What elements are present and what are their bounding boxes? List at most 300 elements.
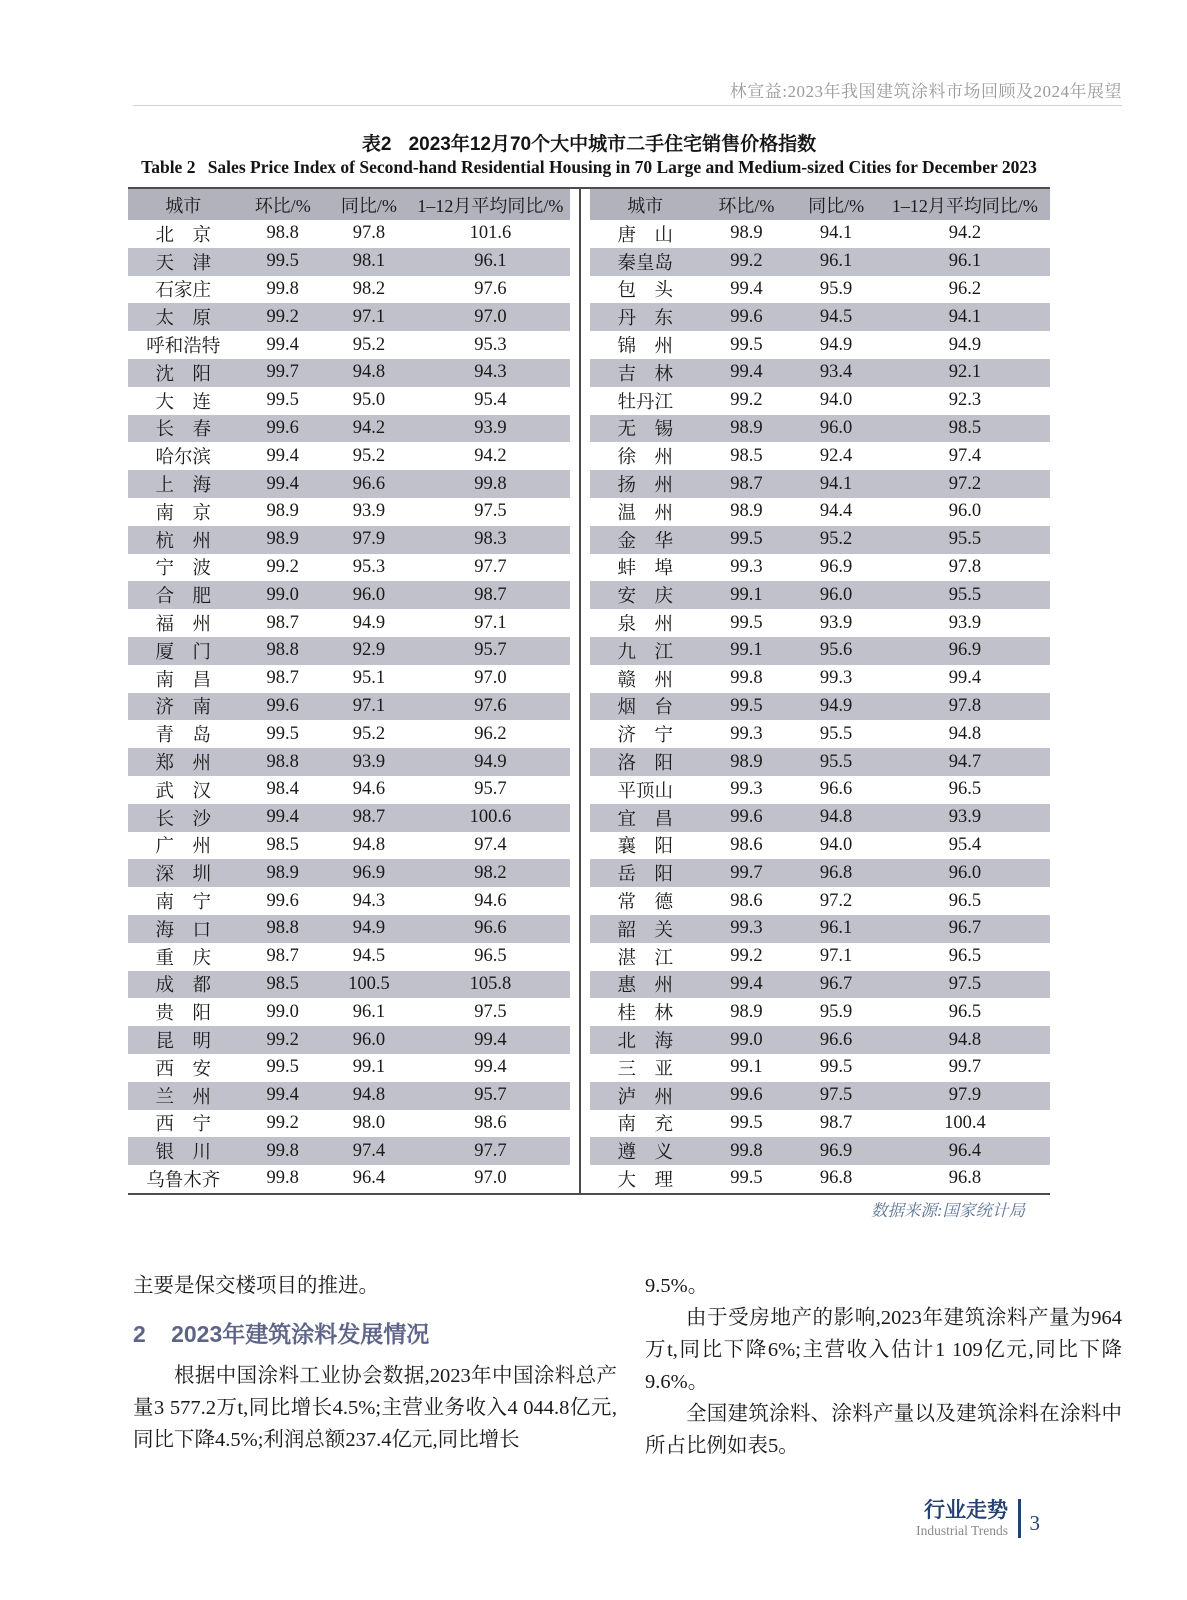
footer-section-zh: 行业走势: [924, 1499, 1008, 1522]
value-cell: 99.1: [730, 1057, 763, 1078]
city-cell: 重 庆: [155, 948, 211, 969]
value-cell: 95.5: [948, 584, 982, 605]
table-caption-zh-title: 2023年12月70个大中城市二手住宅销售价格指数: [408, 134, 817, 155]
value-cell: 94.2: [352, 417, 386, 438]
value-cell: 99.8: [474, 473, 507, 494]
value-cell: 98.8: [266, 918, 299, 939]
table-row: [128, 387, 570, 415]
city-cell: 南 宁: [155, 893, 211, 914]
city-cell: 湛 江: [617, 948, 673, 969]
value-cell: 94.9: [474, 751, 507, 772]
value-cell: 93.9: [948, 612, 982, 633]
footer-divider-bar: [1018, 1499, 1021, 1538]
value-cell: 99.5: [730, 1168, 763, 1189]
value-cell: 99.7: [948, 1057, 982, 1078]
city-cell: 哈尔滨: [155, 448, 211, 469]
table-row: [590, 498, 1050, 526]
value-cell: 98.7: [266, 612, 299, 633]
table-row: [128, 359, 570, 387]
city-cell: 牡丹江: [617, 392, 673, 413]
value-cell: 97.0: [474, 668, 507, 689]
city-cell: 赣 州: [617, 670, 673, 691]
table-row: [590, 387, 1050, 415]
value-cell: 97.1: [474, 612, 507, 633]
value-cell: 96.1: [819, 251, 853, 272]
city-cell: 秦皇岛: [617, 253, 673, 274]
city-cell: 上 海: [155, 476, 211, 497]
value-cell: 99.7: [730, 862, 763, 883]
table-row: [590, 526, 1050, 554]
city-cell: 烟 台: [617, 698, 673, 719]
value-cell: 99.1: [730, 584, 763, 605]
value-cell: 99.6: [730, 1085, 763, 1106]
table-row: [128, 498, 570, 526]
city-cell: 温 州: [617, 503, 673, 524]
city-cell: 惠 州: [617, 976, 673, 997]
city-cell: 郑 州: [155, 754, 211, 775]
table-right-half: [590, 189, 1050, 1193]
value-cell: 101.6: [469, 223, 512, 244]
value-cell: 94.9: [819, 695, 853, 716]
value-cell: 94.3: [474, 362, 507, 383]
value-cell: 99.6: [730, 807, 763, 828]
value-cell: 98.9: [266, 862, 299, 883]
value-cell: 95.4: [948, 834, 982, 855]
city-cell: 南 昌: [155, 670, 211, 691]
city-cell: 无 锡: [617, 420, 673, 441]
value-cell: 99.3: [730, 918, 763, 939]
city-cell: 丹 东: [617, 309, 673, 330]
table-row: [128, 581, 570, 609]
column-header-avg: 1–12月平均同比/%: [411, 189, 570, 220]
value-cell: 98.5: [730, 445, 763, 466]
table-row: [590, 998, 1050, 1026]
value-cell: 94.9: [352, 612, 386, 633]
city-cell: 武 汉: [155, 781, 211, 802]
value-cell: 96.8: [948, 1168, 982, 1189]
value-cell: 95.2: [352, 334, 386, 355]
section-number: 2: [133, 1321, 146, 1347]
table-caption-en-label: Table 2: [141, 157, 196, 177]
table-row: [128, 693, 570, 721]
value-cell: 98.7: [474, 584, 507, 605]
table-row: [128, 943, 570, 971]
city-cell: 大 理: [617, 1170, 673, 1191]
table-row: [590, 1110, 1050, 1138]
city-cell: 三 亚: [617, 1059, 673, 1080]
table-row: [128, 665, 570, 693]
value-cell: 96.5: [474, 946, 507, 967]
table-row: [590, 971, 1050, 999]
value-cell: 95.2: [352, 723, 386, 744]
value-cell: 94.8: [948, 723, 982, 744]
table-row: [590, 915, 1050, 943]
value-cell: 94.8: [819, 807, 853, 828]
value-cell: 96.1: [352, 1001, 386, 1022]
value-cell: 92.4: [819, 445, 853, 466]
table-row: [128, 1110, 570, 1138]
city-cell: 包 头: [617, 281, 673, 302]
value-cell: 99.4: [266, 807, 299, 828]
city-cell: 大 连: [155, 392, 211, 413]
value-cell: 94.6: [474, 890, 507, 911]
table-row: [590, 554, 1050, 582]
table-row: [128, 915, 570, 943]
city-cell: 青 岛: [155, 726, 211, 747]
value-cell: 94.9: [948, 334, 982, 355]
column-header-avg: 1–12月平均同比/%: [880, 189, 1050, 220]
value-cell: 95.7: [474, 640, 507, 661]
value-cell: 97.0: [474, 1168, 507, 1189]
value-cell: 96.2: [948, 278, 982, 299]
value-cell: 99.2: [730, 251, 763, 272]
table-row: [590, 331, 1050, 359]
value-cell: 99.6: [266, 417, 299, 438]
value-cell: 97.0: [474, 306, 507, 327]
value-cell: 99.5: [730, 612, 763, 633]
city-cell: 济 南: [155, 698, 211, 719]
table-row: [590, 887, 1050, 915]
city-cell: 太 原: [155, 309, 211, 330]
value-cell: 99.8: [730, 668, 763, 689]
paragraph: 由于受房地产的影响,2023年建筑涂料产量为964万t,同比下降6%;主营收入估计1 109亿元,同比下降9.6%。: [645, 1307, 1122, 1393]
table-row: [128, 526, 570, 554]
value-cell: 96.0: [948, 501, 982, 522]
table-row: [128, 637, 570, 665]
value-cell: 105.8: [469, 973, 512, 994]
table-row: [590, 1165, 1050, 1193]
value-cell: 95.5: [819, 751, 853, 772]
value-cell: 95.1: [352, 668, 386, 689]
table-row: [590, 1082, 1050, 1110]
table-row: [128, 331, 570, 359]
column-header-city: 城市: [128, 189, 239, 220]
value-cell: 96.1: [474, 251, 507, 272]
value-cell: 94.6: [352, 779, 386, 800]
page-number: 3: [1029, 1511, 1040, 1535]
value-cell: 97.2: [948, 473, 982, 494]
city-cell: 桂 林: [617, 1004, 673, 1025]
value-cell: 98.9: [266, 501, 299, 522]
value-cell: 95.9: [819, 278, 853, 299]
value-cell: 94.5: [819, 306, 853, 327]
value-cell: 96.4: [948, 1140, 982, 1161]
table-row: [128, 303, 570, 331]
city-cell: 济 宁: [617, 726, 673, 747]
value-cell: 95.5: [948, 529, 982, 550]
city-cell: 成 都: [155, 976, 211, 997]
value-cell: 95.3: [474, 334, 507, 355]
value-cell: 96.8: [819, 862, 853, 883]
table-row: [590, 1137, 1050, 1165]
table-row: [128, 1054, 570, 1082]
table-row: [590, 248, 1050, 276]
city-cell: 安 庆: [617, 587, 673, 608]
city-cell: 遵 义: [617, 1143, 673, 1164]
value-cell: 99.4: [948, 668, 982, 689]
value-cell: 97.7: [474, 556, 507, 577]
value-cell: 98.6: [730, 890, 763, 911]
price-index-table: [128, 187, 1050, 1195]
city-cell: 西 安: [155, 1059, 211, 1080]
city-cell: 石家庄: [155, 281, 211, 302]
value-cell: 95.9: [819, 1001, 853, 1022]
table-row: [128, 1165, 570, 1193]
value-cell: 99.8: [266, 278, 299, 299]
value-cell: 96.5: [948, 1001, 982, 1022]
value-cell: 96.5: [948, 779, 982, 800]
value-cell: 94.4: [819, 501, 853, 522]
value-cell: 99.5: [266, 1057, 299, 1078]
city-cell: 兰 州: [155, 1087, 211, 1108]
value-cell: 99.5: [730, 1112, 763, 1133]
value-cell: 95.4: [474, 390, 507, 411]
value-cell: 96.1: [819, 918, 853, 939]
paragraph: 根据中国涂料工业协会数据,2023年中国涂料总产量3 577.2万t,同比增长4.5%;主营业务收入4 044.8亿元,同比下降4.5%;利润总额237.4亿元,同比增长: [133, 1365, 617, 1451]
table-row: [128, 887, 570, 915]
value-cell: 98.6: [730, 834, 763, 855]
value-cell: 99.2: [266, 1112, 299, 1133]
city-cell: 北 京: [155, 225, 211, 246]
table-row: [128, 1082, 570, 1110]
table-row: [590, 303, 1050, 331]
city-cell: 襄 阳: [617, 837, 673, 858]
value-cell: 98.5: [266, 973, 299, 994]
table-row: [590, 359, 1050, 387]
value-cell: 99.6: [266, 890, 299, 911]
value-cell: 94.5: [352, 946, 386, 967]
value-cell: 99.8: [266, 1168, 299, 1189]
table-row: [128, 554, 570, 582]
city-cell: 海 口: [155, 920, 211, 941]
body-column-left: [133, 1270, 617, 1456]
value-cell: 95.2: [819, 529, 853, 550]
footer-section-labels: [916, 1499, 1008, 1538]
column-header-yoy: 同比/%: [792, 189, 879, 220]
value-cell: 97.4: [352, 1140, 386, 1161]
value-cell: 97.5: [474, 1001, 507, 1022]
value-cell: 96.1: [948, 251, 982, 272]
value-cell: 99.4: [266, 1085, 299, 1106]
running-head-rule: [133, 105, 1122, 106]
value-cell: 99.0: [266, 584, 299, 605]
city-cell: 宁 波: [155, 559, 211, 580]
value-cell: 99.4: [730, 278, 763, 299]
value-cell: 95.0: [352, 390, 386, 411]
value-cell: 99.4: [266, 445, 299, 466]
city-cell: 蚌 埠: [617, 559, 673, 580]
table-row: [128, 859, 570, 887]
value-cell: 98.5: [266, 834, 299, 855]
column-header-city: 城市: [590, 189, 700, 220]
value-cell: 96.5: [948, 890, 982, 911]
city-cell: 沈 阳: [155, 364, 211, 385]
value-cell: 94.7: [948, 751, 982, 772]
city-cell: 合 肥: [155, 587, 211, 608]
value-cell: 95.3: [352, 556, 386, 577]
body-column-right: [645, 1270, 1122, 1462]
value-cell: 99.0: [730, 1029, 763, 1050]
value-cell: 96.4: [352, 1168, 386, 1189]
value-cell: 99.8: [266, 1140, 299, 1161]
value-cell: 93.9: [819, 612, 853, 633]
value-cell: 97.9: [948, 1085, 982, 1106]
city-cell: 泉 州: [617, 615, 673, 636]
value-cell: 99.2: [266, 306, 299, 327]
table-row: [128, 248, 570, 276]
value-cell: 98.9: [730, 501, 763, 522]
table-row: [128, 609, 570, 637]
table-row: [128, 415, 570, 443]
value-cell: 98.9: [730, 1001, 763, 1022]
table-row: [590, 1054, 1050, 1082]
value-cell: 97.4: [474, 834, 507, 855]
running-head: 林宣益:2023年我国建筑涂料市场回顾及2024年展望: [729, 82, 1122, 101]
city-cell: 韶 关: [617, 920, 673, 941]
paragraph: 全国建筑涂料、涂料产量以及建筑涂料在涂料中所占比例如表5。: [645, 1403, 1122, 1457]
table-row: [590, 665, 1050, 693]
value-cell: 95.6: [819, 640, 853, 661]
value-cell: 99.2: [730, 946, 763, 967]
table-row: [128, 470, 570, 498]
value-cell: 92.1: [948, 362, 982, 383]
table-row: [590, 470, 1050, 498]
column-header-yoy: 同比/%: [327, 189, 411, 220]
value-cell: 97.5: [948, 973, 982, 994]
value-cell: 98.9: [730, 417, 763, 438]
value-cell: 95.2: [352, 445, 386, 466]
value-cell: 96.6: [819, 1029, 853, 1050]
value-cell: 93.4: [819, 362, 853, 383]
value-cell: 98.6: [474, 1112, 507, 1133]
city-cell: 长 沙: [155, 809, 211, 830]
value-cell: 96.0: [819, 417, 853, 438]
table-row: [128, 220, 570, 248]
value-cell: 97.5: [819, 1085, 853, 1106]
value-cell: 94.9: [352, 918, 386, 939]
value-cell: 99.6: [730, 306, 763, 327]
value-cell: 97.8: [352, 223, 386, 244]
value-cell: 94.8: [352, 362, 386, 383]
value-cell: 93.9: [352, 501, 386, 522]
value-cell: 98.3: [474, 529, 507, 550]
city-cell: 北 海: [617, 1032, 673, 1052]
value-cell: 96.8: [819, 1168, 853, 1189]
value-cell: 96.9: [352, 862, 386, 883]
value-cell: 99.5: [730, 695, 763, 716]
value-cell: 94.1: [819, 473, 853, 494]
city-cell: 天 津: [155, 253, 211, 274]
table-row: [590, 609, 1050, 637]
table-column-divider: [570, 189, 590, 1193]
page-footer: [916, 1499, 1040, 1538]
table-row: [128, 276, 570, 304]
city-cell: 长 春: [155, 420, 211, 441]
table-row: [128, 776, 570, 804]
value-cell: 99.5: [266, 251, 299, 272]
city-cell: 徐 州: [617, 448, 673, 469]
table-header-row: [590, 189, 1050, 220]
value-cell: 94.9: [819, 334, 853, 355]
value-cell: 98.8: [266, 640, 299, 661]
city-cell: 平顶山: [617, 781, 673, 802]
value-cell: 97.1: [352, 695, 386, 716]
value-cell: 98.2: [352, 278, 386, 299]
value-cell: 99.5: [819, 1057, 853, 1078]
value-cell: 99.5: [730, 529, 763, 550]
value-cell: 97.5: [474, 501, 507, 522]
table-row: [128, 1137, 570, 1165]
value-cell: 94.0: [819, 834, 853, 855]
city-cell: 金 华: [617, 531, 673, 552]
table-row: [128, 998, 570, 1026]
city-cell: 唐 山: [617, 225, 673, 246]
city-cell: 乌鲁木齐: [146, 1170, 221, 1191]
value-cell: 99.3: [730, 779, 763, 800]
table-row: [590, 748, 1050, 776]
value-cell: 98.5: [948, 417, 982, 438]
city-cell: 银 川: [155, 1143, 211, 1164]
table-row: [590, 859, 1050, 887]
value-cell: 98.7: [266, 668, 299, 689]
table-row: [590, 415, 1050, 443]
value-cell: 97.9: [352, 529, 386, 550]
value-cell: 98.7: [352, 807, 386, 828]
value-cell: 97.7: [474, 1140, 507, 1161]
value-cell: 94.8: [352, 1085, 386, 1106]
value-cell: 99.1: [730, 640, 763, 661]
value-cell: 94.1: [948, 306, 982, 327]
city-cell: 锦 州: [617, 337, 673, 358]
value-cell: 98.8: [266, 223, 299, 244]
value-cell: 99.3: [819, 668, 853, 689]
table-row: [128, 804, 570, 832]
data-source-note: 数据来源:国家统计局: [871, 1201, 1025, 1220]
value-cell: 94.3: [352, 890, 386, 911]
column-header-mom: 环比/%: [700, 189, 792, 220]
table-row: [590, 832, 1050, 860]
table-row: [590, 581, 1050, 609]
paragraph: 主要是保交楼项目的推进。: [133, 1275, 379, 1297]
value-cell: 99.3: [730, 556, 763, 577]
city-cell: 杭 州: [155, 531, 211, 552]
table-header-row: [128, 189, 570, 220]
city-cell: 广 州: [155, 837, 211, 858]
value-cell: 99.7: [266, 362, 299, 383]
value-cell: 100.6: [469, 807, 512, 828]
value-cell: 94.2: [474, 445, 507, 466]
value-cell: 92.3: [948, 390, 982, 411]
table-left-half: [128, 189, 570, 1193]
value-cell: 94.8: [948, 1029, 982, 1050]
value-cell: 94.0: [819, 390, 853, 411]
table-row: [128, 720, 570, 748]
value-cell: 99.4: [730, 362, 763, 383]
table-caption-en: [110, 157, 1068, 178]
table-caption-en-title: Sales Price Index of Second-hand Residential Housing in 70 Large and Medium-sized Cities for December 2023: [207, 157, 1037, 177]
value-cell: 99.6: [266, 695, 299, 716]
value-cell: 98.2: [474, 862, 507, 883]
value-cell: 97.8: [948, 556, 982, 577]
column-header-mom: 环比/%: [239, 189, 327, 220]
table-row: [128, 748, 570, 776]
section-title: 2023年建筑涂料发展情况: [171, 1321, 430, 1347]
value-cell: 96.0: [819, 584, 853, 605]
city-cell: 深 圳: [155, 865, 211, 886]
value-cell: 98.4: [266, 779, 299, 800]
value-cell: 97.6: [474, 695, 507, 716]
table-row: [128, 442, 570, 470]
